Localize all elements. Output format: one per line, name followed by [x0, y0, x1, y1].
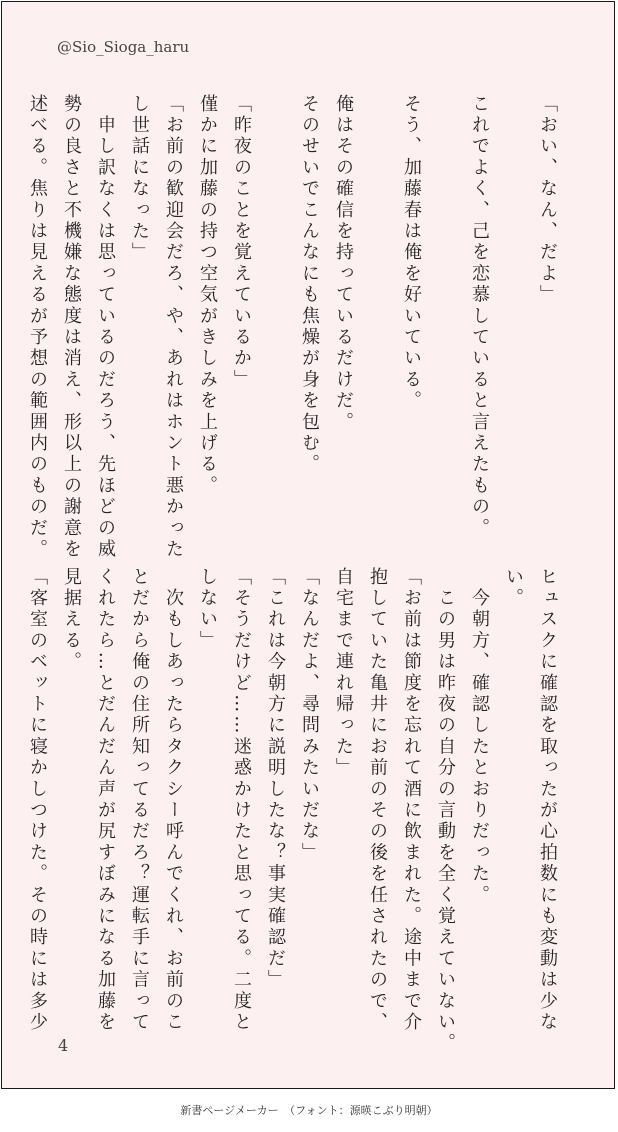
text-line: い。 [503, 567, 524, 610]
text-line: 今朝方、確認したとおりだった。 [469, 567, 490, 907]
text-line: 見据える。 [61, 567, 82, 673]
text-line: そのせいでこんなにも焦燥が身を包む。 [299, 94, 320, 476]
author-handle: @Sio_Sioga_haru [57, 38, 190, 56]
text-line: 「客室のベットに寝かしつけた。その時には多少 [27, 567, 48, 1034]
text-line: 「お前は節度を忘れて酒に飲まれた。途中まで介 [401, 567, 422, 1034]
text-line: 俺はその確信を持っているだけだ。 [333, 94, 354, 434]
text-line: 「なんだよ、尋問みたいだな」 [299, 567, 320, 864]
text-line: 勢の良さと不機嫌な態度は消え、形以上の謝意を [61, 94, 82, 561]
text-line: この男は昨夜の自分の言動を全く覚えていない。 [435, 567, 456, 1055]
text-line: 次もしあったらタクシー呼んでくれ、お前のこ [163, 567, 184, 1034]
text-line: とだから俺の住所知ってるだろ？運転手に言って [129, 567, 150, 1034]
text-line: くれたら…とだんだん声が尻すぼみになる加藤を [95, 567, 116, 1034]
text-line: 述べる。焦りは見えるが予想の範囲内のものだ。 [27, 94, 48, 561]
text-line: ヒュスクに確認を取ったが心拍数にも変動は少な [537, 567, 558, 1034]
lower-text-block [16, 567, 560, 1055]
text-line: そう、加藤春は俺を好いている。 [401, 94, 422, 412]
text-line: し世話になった」 [129, 94, 150, 264]
text-line [492, 94, 526, 524]
text-line [424, 94, 458, 524]
text-line: 抱していた亀井にお前のその後を任されたので、 [367, 567, 388, 1034]
manuscript-page [1, 1, 615, 1089]
text-line: 「そうだけど……迷惑かけたと思ってる。二度と [231, 567, 252, 1034]
text-line: 申し訳なくは思っているのだろう、先ほどの威 [95, 94, 116, 561]
text-line: これでよく、己を恋慕していると言えたもの。 [469, 94, 490, 540]
text-line: 僅かに加藤の持つ空気がきしみを上げる。 [197, 94, 218, 497]
text-line: 「おい、なん、だよ」 [537, 94, 558, 306]
text-line: 自宅まで連れ帰った」 [333, 567, 354, 779]
text-line [356, 94, 390, 524]
text-line: しない」 [197, 567, 218, 652]
footer-credit: 新書ページメーカー （フォント：源暎こぶり明朝） [180, 1104, 438, 1117]
text-line: 「これは今朝方に説明したな？事実確認だ」 [265, 567, 286, 991]
text-line: 「お前の歓迎会だろ、や、あれはホント悪かった [163, 94, 184, 561]
page-number: 4 [58, 1036, 69, 1055]
text-line: 「昨夜のことを覚えているか」 [231, 94, 252, 391]
text-line [254, 94, 288, 524]
upper-text-block [16, 94, 560, 561]
